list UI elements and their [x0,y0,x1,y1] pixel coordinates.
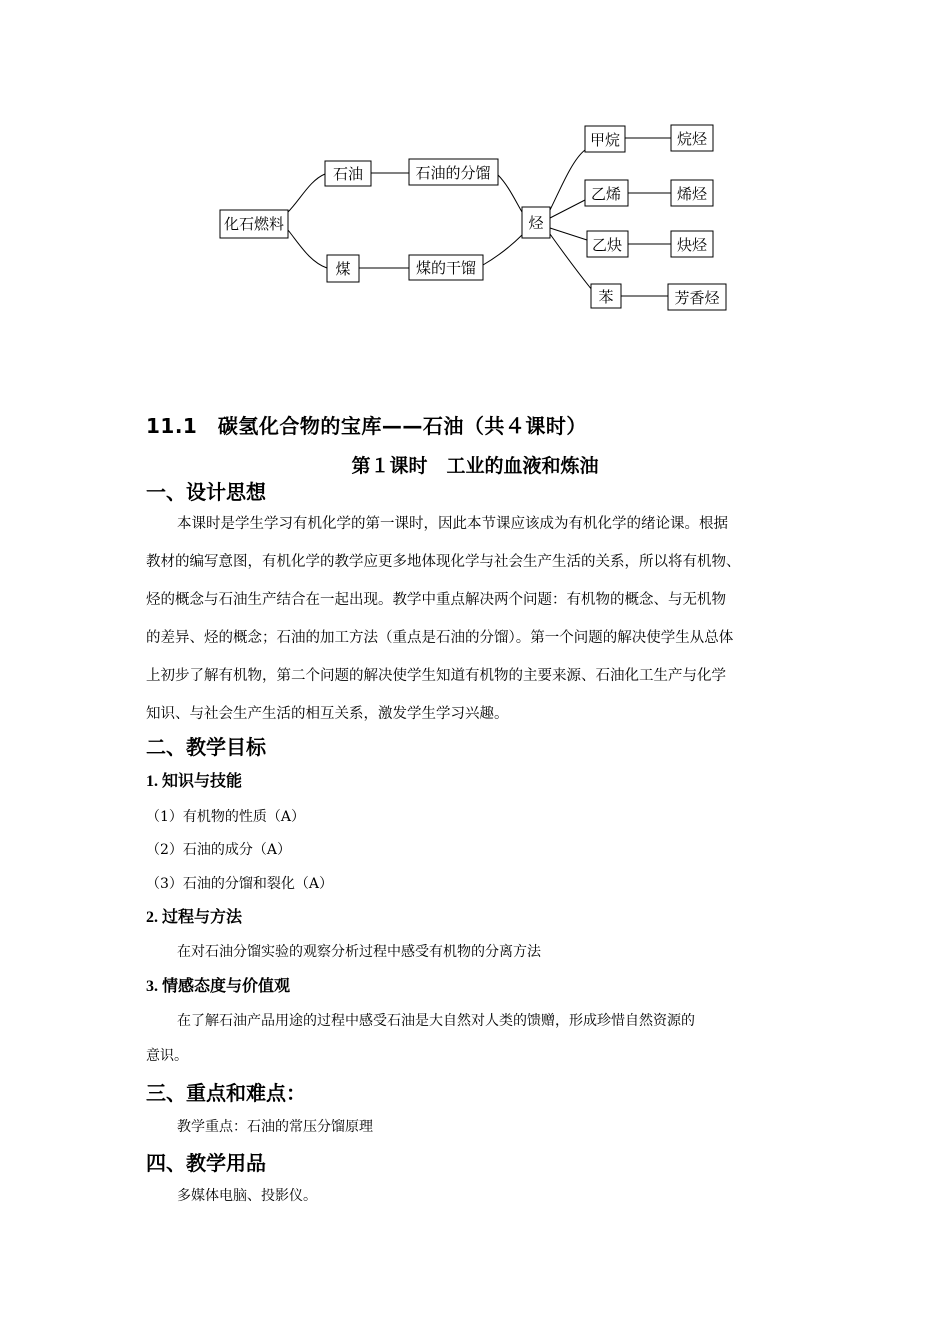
edge-fossil-coal [288,230,327,268]
node-petroleum-label: 石油 [332,165,364,183]
node-methane-label: 甲烷 [589,131,621,149]
edge-dry-distillation-hydrocarbon [483,235,522,265]
node-aromatic-label: 芳香烃 [674,289,720,307]
node-fossil-fuel-label: 化石燃料 [223,215,285,233]
edge-fossil-petroleum [288,174,325,212]
node-methane [585,126,625,152]
section-heading-design: 一、设计思想 [146,480,266,504]
attitude-text-line: 意识。 [146,1048,188,1064]
node-petroleum [325,161,371,186]
node-alkane [671,125,713,151]
edge-distillation-hydrocarbon [498,175,522,212]
node-petroleum-distillation [409,159,498,185]
objective-heading-knowledge: 1. 知识与技能 [146,773,243,790]
node-coal-dry-distillation [409,255,483,280]
key-point-text: 教学重点：石油的常压分馏原理 [177,1119,373,1135]
node-acetylene-label: 乙炔 [591,236,623,254]
objective-heading-attitude: 3. 情感态度与价值观 [146,978,291,995]
node-alkene [671,180,713,206]
node-ethylene [585,180,628,206]
edge-hydrocarbon-methane [550,150,585,210]
node-coal [327,255,359,282]
section-heading-objectives: 二、教学目标 [146,735,266,759]
edge-hydrocarbon-benzene [550,234,592,290]
knowledge-item: （2）石油的成分（A） [146,842,292,858]
design-line: 烃的概念与石油生产结合在一起出现。教学中重点解决两个问题：有机物的概念、与无机物 [146,592,726,608]
lesson-title: 11.1 碳氢化合物的宝库——石油（共４课时） [146,414,587,438]
node-alkene-label: 烯烃 [676,185,708,203]
process-text: 在对石油分馏实验的观察分析过程中感受有机物的分离方法 [177,944,541,960]
node-acetylene [587,231,628,257]
node-benzene [591,284,621,308]
edge-hydrocarbon-ethylene [550,200,585,218]
edge-hydrocarbon-acetylene [550,228,587,240]
concept-map-diagram [0,0,950,330]
section-heading-key-points: 三、重点和难点： [146,1081,306,1105]
node-alkyne-label: 炔烃 [676,236,708,254]
materials-text: 多媒体电脑、投影仪。 [177,1188,317,1204]
node-ethylene-label: 乙烯 [590,185,622,203]
node-aromatic [668,284,726,310]
design-line: 的差异、烃的概念；石油的加工方法（重点是石油的分馏）。第一个问题的解决使学生从总体 [146,630,734,646]
objective-heading-process: 2. 过程与方法 [146,909,243,926]
attitude-text-line: 在了解石油产品用途的过程中感受石油是大自然对人类的馈赠，形成珍惜自然资源的 [177,1013,695,1029]
design-paragraph [146,505,808,733]
node-coal-dry-distillation-label: 煤的干馏 [415,259,477,277]
node-petroleum-distillation-label: 石油的分馏 [415,164,491,182]
node-alkyne [671,231,713,257]
design-line: 上初步了解有机物，第二个问题的解决使学生知道有机物的主要来源、石油化工生产与化学 [146,668,726,684]
design-line: 本课时是学生学习有机化学的第一课时，因此本节课应该成为有机化学的绪论课。根据 [177,516,728,532]
lesson-subtitle: 第１课时 工业的血液和炼油 [351,455,599,477]
node-alkane-label: 烷烃 [676,130,708,148]
node-coal-label: 煤 [335,260,351,278]
node-fossil-fuel [220,210,288,238]
design-line: 知识、与社会生产生活的相互关系，激发学生学习兴趣。 [146,706,509,722]
knowledge-item: （1）有机物的性质（A） [146,809,306,825]
node-benzene-label: 苯 [598,288,614,306]
node-hydrocarbon [522,207,550,238]
section-heading-materials: 四、教学用品 [146,1151,266,1175]
knowledge-item: （3）石油的分馏和裂化（A） [146,876,334,892]
design-line: 教材的编写意图，有机化学的教学应更多地体现化学与社会生产生活的关系，所以将有机物、 [146,554,741,570]
node-hydrocarbon-label: 烃 [528,214,544,232]
